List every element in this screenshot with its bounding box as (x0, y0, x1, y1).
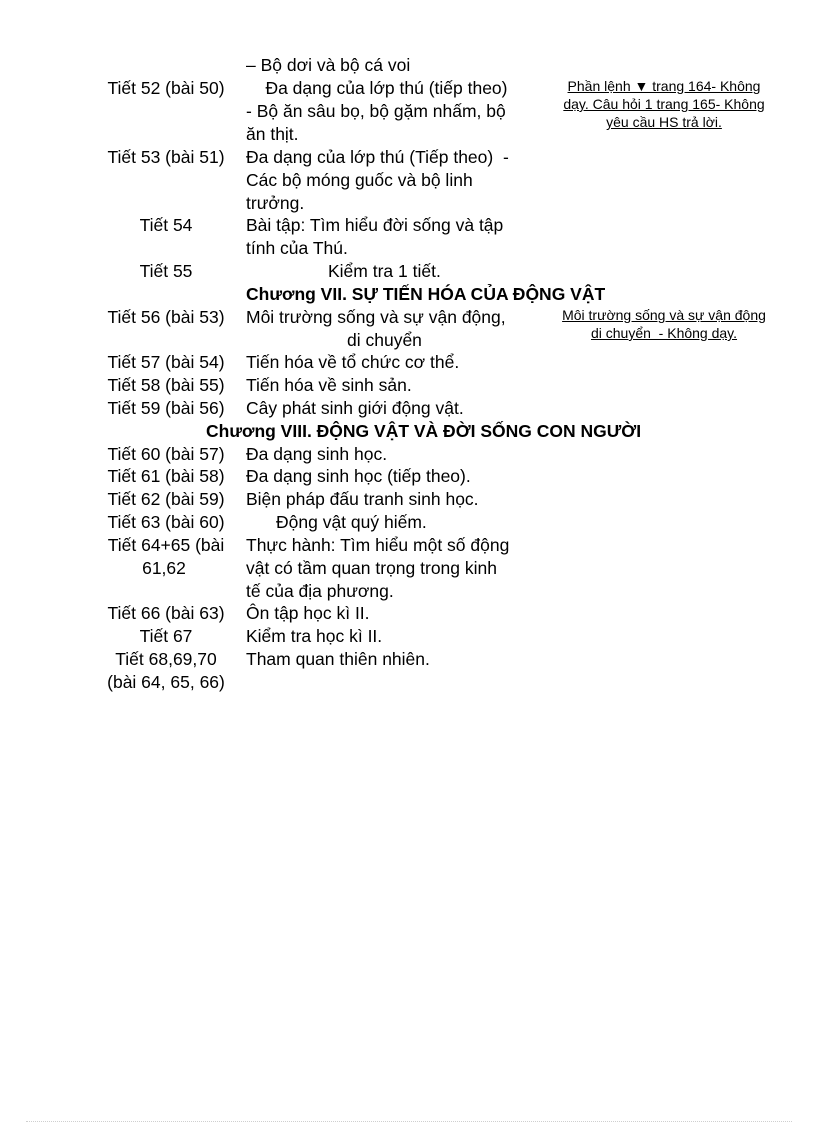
lesson-number-continued: (bài 64, 65, 66) (107, 672, 225, 692)
lesson-number: Tiết 54 (139, 215, 193, 235)
note-line: dạy. Câu hỏi 1 trang 165- Không (563, 96, 765, 112)
lesson-content (246, 511, 536, 534)
content-line: Kiểm tra học kì II. (246, 626, 383, 646)
lesson-number: Tiết 59 (bài 56) (107, 398, 225, 418)
lesson-number-continued: 61,62 (142, 558, 186, 578)
lesson-content (246, 351, 536, 374)
lesson-number: Tiết 56 (bài 53) (107, 307, 225, 327)
content-line: Tiến hóa về sinh sản. (246, 375, 412, 395)
content-line: Tiến hóa về tổ chức cơ thể. (246, 352, 460, 372)
adjustment-note (540, 306, 788, 342)
lesson-content (246, 648, 536, 671)
content-line: Đa dạng của lớp thú (tiếp theo) (246, 78, 508, 98)
content-line: Tham quan thiên nhiên. (246, 649, 430, 669)
lesson-content (246, 534, 536, 603)
content-line: Biện pháp đấu tranh sinh học. (246, 489, 479, 509)
adjustment-note (540, 77, 788, 131)
lesson-number: Tiết 60 (bài 57) (107, 444, 225, 464)
lesson-number: Tiết 61 (bài 58) (107, 466, 225, 486)
content-line: Đa dạng của lớp thú (Tiếp theo) - (246, 147, 509, 167)
content-line: Bài tập: Tìm hiểu đời sống và tập (246, 215, 504, 235)
lesson-number: Tiết 62 (bài 59) (107, 489, 225, 509)
lesson-number: Tiết 52 (bài 50) (107, 78, 225, 98)
lesson-content (246, 602, 536, 625)
lesson-number: Tiết 58 (bài 55) (107, 375, 225, 395)
content-line: Thực hành: Tìm hiểu một số động (246, 535, 510, 555)
lesson-number: Tiết 55 (139, 261, 193, 281)
lesson-content (246, 625, 536, 648)
content-line: vật có tầm quan trọng trong kinh (246, 558, 497, 578)
lesson-content (246, 54, 536, 77)
chapter-heading: Chương VII. SỰ TIẾN HÓA CỦA ĐỘNG VẬT (246, 284, 606, 304)
lesson-number: Tiết 63 (bài 60) (107, 512, 225, 532)
chapter-heading: Chương VIII. ĐỘNG VẬT VÀ ĐỜI SỐNG CON NGƯỜI (206, 421, 642, 441)
lesson-content (246, 443, 536, 466)
content-line: Môi trường sống và sự vận động, (246, 307, 506, 327)
content-line: trưởng. (246, 193, 305, 213)
content-line: - Bộ ăn sâu bọ, bộ gặm nhấm, bộ (246, 101, 506, 121)
content-line: – Bộ dơi và bộ cá voi (246, 55, 411, 75)
content-line: Cây phát sinh giới động vật. (246, 398, 464, 418)
note-line: Môi trường sống và sự vận động (562, 307, 766, 323)
lesson-content (246, 306, 536, 352)
lesson-number: Tiết 66 (bài 63) (107, 603, 225, 623)
content-line: Ôn tập học kì II. (246, 603, 370, 623)
lesson-content (246, 146, 536, 215)
page-bottom-divider (26, 1121, 792, 1122)
note-line: Phần lệnh ▼ trang 164- Không (567, 78, 761, 94)
lesson-number: Tiết 53 (bài 51) (107, 147, 225, 167)
content-line: tế của địa phương. (246, 581, 394, 601)
note-line: di chuyển - Không dạy. (590, 325, 738, 341)
lesson-number: Tiết 64+65 (bài (107, 535, 225, 555)
lesson-content (246, 374, 536, 397)
content-line: Động vật quý hiếm. (276, 512, 427, 532)
lesson-content (246, 397, 536, 420)
content-line: tính của Thú. (246, 238, 348, 258)
note-line: yêu cầu HS trả lời. (606, 114, 722, 130)
lesson-number: Tiết 57 (bài 54) (107, 352, 225, 372)
content-line: Đa dạng sinh học (tiếp theo). (246, 466, 471, 486)
content-line: di chuyển (347, 330, 422, 350)
content-line: Các bộ móng guốc và bộ linh (246, 170, 473, 190)
content-line: Đa dạng sinh học. (246, 444, 388, 464)
lesson-content (246, 465, 536, 488)
lesson-content (246, 260, 536, 283)
lesson-content (246, 488, 536, 511)
lesson-number: Tiết 68,69,70 (115, 649, 217, 669)
content-line: ăn thịt. (246, 124, 299, 144)
lesson-content (246, 214, 536, 260)
content-line: Kiểm tra 1 tiết. (328, 261, 441, 281)
lesson-number: Tiết 67 (139, 626, 193, 646)
lesson-content (246, 77, 536, 146)
